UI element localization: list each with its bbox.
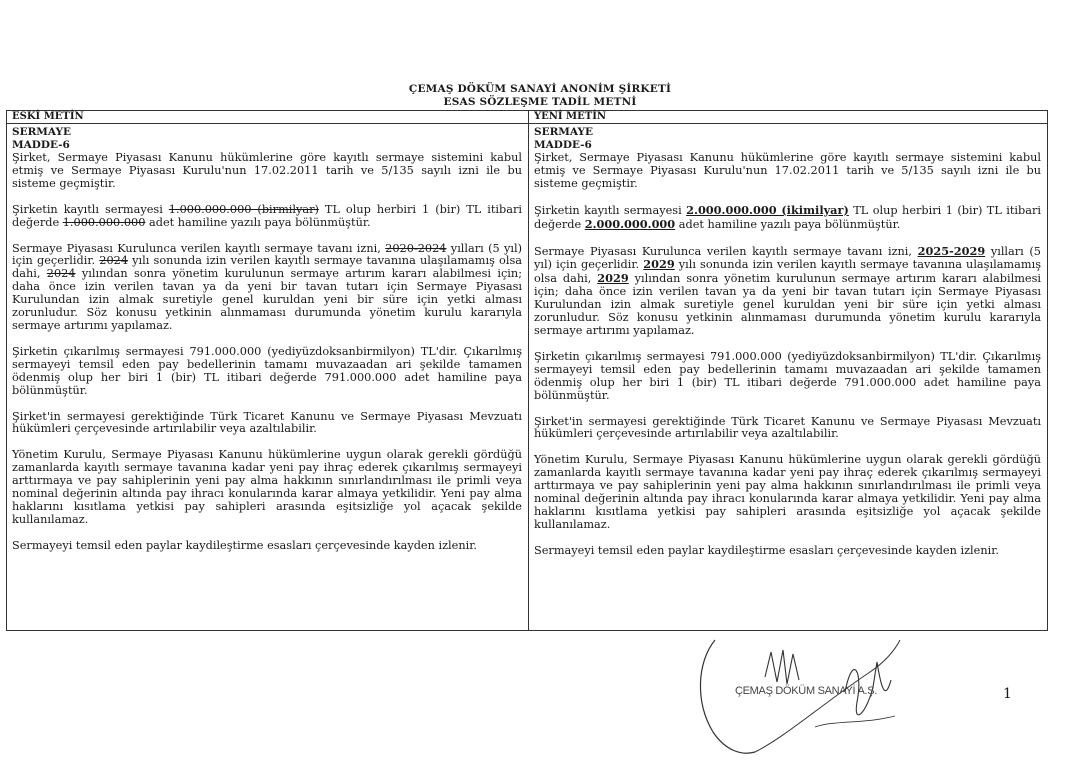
comparison-table	[6, 110, 1048, 631]
paragraph-registered-system: Şirket, Sermaye Piyasası Kanunu hükümlerine göre kayıtlı sermaye sistemini kabul etmiş ve Sermaye Piyasası Kurulu'nun 17.02.2011 tarih ve 5/135 sayılı izni ile bu sisteme geçmiştir.	[12, 151, 522, 190]
new-period: 2025-2029	[917, 243, 986, 258]
new-year: 2029	[643, 257, 675, 272]
old-text-heading: ESKİ METİN	[7, 111, 528, 124]
text-fragment: yılından sonra yönetim kurulunun sermaye artırım kararı alabilmesi için; daha önce izin verilen tavan ya da yeni bir tavan tutarı için Sermaye Piyasası Kurulundan izin almak suretiyle genel kuruldan yeni bir süre için yetki alması zorunludur. Söz konusu yetkinin alınmaması durumunda yönetim kurulu kararıyla sermaye artırımı yapılamaz.	[534, 272, 1041, 337]
old-share-count: 1.000.000.000	[62, 215, 146, 229]
paragraph-ceiling-permit	[534, 245, 1041, 338]
paragraph-ceiling-permit	[12, 243, 522, 333]
text-fragment: TL olup herbiri 1 (bir) TL itibari değerde	[534, 203, 1042, 231]
paragraph-issued-capital: Şirketin çıkarılmış sermayesi 791.000.000 (yediyüzdoksanbirmilyon) TL'dir. Çıkarılmış sermayeyi temsil eden pay bedellerinin tamamı muvazaadan ari şekilde tamamen ödenmiş olup her biri 1 (bir) TL itibari değerde 791.000.000 adet hamiline paya bölünmüştür.	[534, 349, 1041, 402]
new-text-column	[529, 111, 1047, 630]
text-fragment: Sermaye Piyasası Kurulunca verilen kayıtlı sermaye tavanı izni,	[534, 244, 918, 258]
paragraph-registered-system: Şirket, Sermaye Piyasası Kanunu hükümlerine göre kayıtlı sermaye sistemini kabul etmiş ve Sermaye Piyasası Kurulu'nun 17.02.2011 tarih ve 5/135 sayılı izni ile bu sisteme geçmiştir.	[534, 151, 1041, 190]
stamp-text: ÇEMAŞ DÖKÜM SANAYİ A.Ş.	[735, 685, 878, 697]
text-fragment: TL olup herbiri 1 (bir) TL itibari değerde	[12, 202, 522, 229]
new-share-count: 2.000.000.000	[584, 216, 676, 231]
paragraph-dematerialization: Sermayeyi temsil eden paylar kaydileştirme esasları çerçevesinde kayden izlenir.	[12, 538, 477, 552]
text-fragment: yılı sonunda izin verilen kayıtlı sermaye tavanına ulaşılamamış olsa dahi,	[12, 254, 522, 281]
new-text-heading: YENİ METİN	[529, 111, 1047, 124]
text-fragment: yılları (5 yıl) için geçerlidir.	[12, 241, 523, 268]
article-number: MADDE-6	[12, 139, 70, 151]
old-text-column	[7, 111, 529, 630]
paragraph-board-authority: Yönetim Kurulu, Sermaye Piyasası Kanunu hükümlerine uygun olarak gerekli gördüğü zamanlarda kayıtlı sermaye tavanına kadar yeni pay ihraç ederek çıkarılmış sermayeyi arttırmaya ve pay sahiplerinin yeni pay alma hakkının sınırlandırılması ile primli veya nominal değerinin altında pay ihracı konularında karar almaya yetkilidir. Yeni pay alma haklarını kısıtlama yetkisi pay sahipleri arasında eşitsizliğe yol açacak şekilde kullanılamaz.	[534, 453, 1041, 531]
new-year: 2029	[597, 271, 629, 286]
text-fragment: yılları (5 yıl) için geçerlidir.	[534, 244, 1041, 272]
new-text-body	[529, 124, 1047, 558]
text-fragment: yılı sonunda izin verilen kayıtlı sermaye tavanına ulaşılamamış olsa dahi,	[534, 258, 1041, 286]
paragraph-registered-capital	[12, 204, 522, 230]
paragraph-capital-change: Şirket'in sermayesi gerektiğinde Türk Ticaret Kanunu ve Sermaye Piyasası Mevzuatı hükümleri çerçevesinde artırılabilir veya azaltılabilir.	[534, 414, 1041, 441]
text-fragment: Şirketin kayıtlı sermayesi	[534, 203, 687, 217]
article-number: MADDE-6	[534, 139, 592, 151]
signature-stamp	[695, 632, 925, 757]
document-subtitle: ESAS SÖZLEŞME TADİL METNİ	[443, 96, 637, 108]
paragraph-dematerialization: Sermayeyi temsil eden paylar kaydileştirme esasları çerçevesinde kayden izlenir.	[534, 543, 999, 557]
section-title: SERMAYE	[12, 126, 72, 138]
text-fragment: adet hamiline yazılı paya bölünmüştür.	[675, 217, 901, 231]
paragraph-capital-change: Şirket'in sermayesi gerektiğinde Türk Ticaret Kanunu ve Sermaye Piyasası Mevzuatı hükümleri çerçevesinde artırılabilir veya azaltılabilir.	[12, 409, 522, 436]
paragraph-issued-capital: Şirketin çıkarılmış sermayesi 791.000.000 (yediyüzdoksanbirmilyon) TL'dir. Çıkarılmış sermayeyi temsil eden pay bedellerinin tamamı muvazaadan ari şekilde tamamen ödenmiş olup her biri 1 (bir) TL itibari değerde 791.000.000 adet hamiline paya bölünmüştür.	[12, 344, 522, 397]
paragraph-board-authority: Yönetim Kurulu, Sermaye Piyasası Kanunu hükümlerine uygun olarak gerekli gördüğü zamanlarda kayıtlı sermaye tavanına kadar yeni pay ihraç ederek çıkarılmış sermayeyi arttırmaya ve pay sahiplerinin yeni pay alma hakkının sınırlandırılması ile primli veya nominal değerinin altında pay ihracı konularında karar almaya yetkilidir. Yeni pay alma haklarını kısıtlama yetkisi pay sahipleri arasında eşitsizliğe yol açacak şekilde kullanılamaz.	[12, 448, 522, 526]
text-fragment: yılından sonra yönetim kurulunun sermaye artırım kararı alabilmesi için; daha önce izin verilen tavan ya da yeni bir tavan tutarı için Sermaye Piyasası Kurulundan izin almak suretiyle genel kuruldan yeni bir süre için yetki alması zorunludur. Söz konusu yetkinin alınmaması durumunda yönetim kurulu kararıyla sermaye artırımı yapılamaz.	[12, 267, 522, 332]
text-fragment: Sermaye Piyasası Kurulunca verilen kayıtlı sermaye tavanı izni,	[12, 241, 386, 255]
document-header	[0, 83, 1080, 109]
new-capital-amount: 2.000.000.000 (ikimilyar)	[686, 202, 849, 217]
text-fragment: Şirketin kayıtlı sermayesi	[12, 202, 169, 216]
old-text-body	[7, 124, 528, 553]
old-period: 2020-2024	[385, 241, 447, 255]
company-title: ÇEMAŞ DÖKÜM SANAYİ ANONİM ŞİRKETİ	[408, 83, 672, 95]
old-year: 2024	[99, 254, 129, 268]
section-title: SERMAYE	[534, 126, 594, 138]
text-fragment: adet hamiline yazılı paya bölünmüştür.	[145, 215, 371, 229]
paragraph-registered-capital	[534, 204, 1041, 232]
page-number: 1	[1003, 686, 1012, 702]
old-capital-amount: 1.000.000.000 (birmilyar)	[168, 202, 319, 216]
old-year: 2024	[46, 267, 76, 281]
